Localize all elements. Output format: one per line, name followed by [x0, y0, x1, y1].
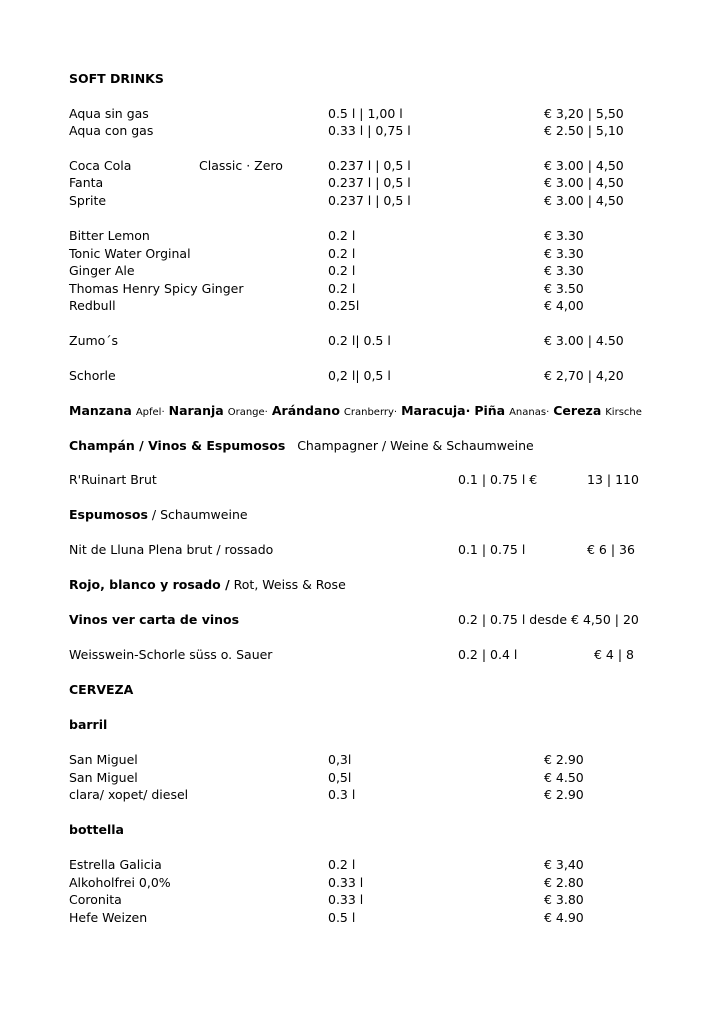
item-price: € 2.80: [544, 875, 584, 890]
item-size: 0,2 l| 0,5 l: [328, 368, 391, 383]
item-price: € 6 | 36: [587, 542, 635, 557]
flavor-es: Manzana: [69, 403, 132, 418]
menu-row: [69, 245, 709, 263]
section-subtitle: Champagner / Weine & Schaumweine: [297, 438, 534, 453]
item-name: Bitter Lemon: [69, 228, 150, 243]
item-name: Hefe Weizen: [69, 910, 148, 925]
item-size: 0,3l: [328, 752, 352, 767]
item-price: € 2.50 | 5,10: [544, 123, 624, 138]
item-name: Redbull: [69, 298, 116, 313]
flavor-de: Orange·: [227, 407, 268, 418]
item-size: 0.5 l | 1,00 l: [328, 106, 403, 121]
item-name: Thomas Henry Spicy Ginger: [69, 281, 244, 296]
item-price: € 2.90: [544, 787, 584, 802]
flavor-list: [69, 403, 642, 418]
menu-row: [69, 280, 709, 298]
flavor-es: Piña: [474, 403, 506, 418]
item-name: Tonic Water Orginal: [69, 246, 191, 261]
item-name: clara/ xopet/ diesel: [69, 787, 189, 802]
item-size: 0.2 l: [328, 228, 356, 243]
item-name: Nit de Lluna Plena brut / rossado: [69, 542, 274, 557]
flavor-de: Ananas·: [509, 407, 550, 418]
espumosos-heading: [69, 506, 709, 524]
item-size: 0.1 | 0.75 l: [458, 542, 526, 557]
menu-row: [69, 297, 709, 315]
item-price: € 3.30: [544, 228, 584, 243]
item-name: Aqua con gas: [69, 123, 154, 138]
menu-row: [69, 192, 709, 210]
item-price: € 3.00 | 4,50: [544, 193, 624, 208]
item-name: Schorle: [69, 368, 116, 383]
menu-row: [69, 332, 709, 350]
item-size: 0.237 l | 0,5 l: [328, 193, 411, 208]
item-name: Fanta: [69, 175, 104, 190]
item-size: 0.2 l: [328, 246, 356, 261]
menu-row: [69, 874, 709, 892]
item-name: San Miguel: [69, 752, 138, 767]
item-size: 0.237 l | 0,5 l: [328, 158, 411, 173]
item-size: 0.1 | 0.75 l €: [458, 472, 538, 487]
item-variant: Classic · Zero: [199, 158, 283, 173]
item-name: Vinos ver carta de vinos: [69, 612, 240, 627]
menu-row: [69, 471, 709, 489]
item-price: € 2,70 | 4,20: [544, 368, 624, 383]
section-subtitle: Rot, Weiss & Rose: [229, 577, 346, 592]
rojo-heading: [69, 576, 709, 594]
section-subtitle: / Schaumweine: [147, 507, 248, 522]
menu-row: [69, 856, 709, 874]
section-title: Espumosos: [69, 507, 148, 522]
item-name: Estrella Galicia: [69, 857, 162, 872]
item-price: € 4.90: [544, 910, 584, 925]
schorle-flavors: [69, 402, 709, 420]
item-name: Sprite: [69, 193, 107, 208]
flavor-es: Arándano: [271, 403, 340, 418]
item-size: 0.25l: [328, 298, 360, 313]
menu-row: [69, 891, 709, 909]
item-size: 0.2 | 0.4 l: [458, 647, 518, 662]
item-name: Ginger Ale: [69, 263, 135, 278]
menu-row: [69, 157, 709, 175]
item-price: 13 | 110: [587, 472, 639, 487]
flavor-es: Maracuja·: [401, 403, 471, 418]
menu-row: [69, 611, 709, 629]
menu-row: [69, 105, 709, 123]
menu-row: [69, 262, 709, 280]
section-title: Champán / Vinos & Espumosos: [69, 438, 286, 453]
flavor-de: Cranberry·: [343, 407, 398, 418]
menu-row: [69, 541, 709, 559]
cerveza-heading: CERVEZA: [69, 682, 134, 697]
item-name: San Miguel: [69, 770, 138, 785]
item-price: € 2.90: [544, 752, 584, 767]
item-name: Weisswein-Schorle süss o. Sauer: [69, 647, 273, 662]
item-name: R'Ruinart Brut: [69, 472, 157, 487]
flavor-es: Cereza: [553, 403, 602, 418]
item-price: € 3,20 | 5,50: [544, 106, 624, 121]
item-size: 0.3 l: [328, 787, 356, 802]
item-name: Aqua sin gas: [69, 106, 149, 121]
item-size: 0.2 | 0.75 l desde € 4,50 | 20: [458, 612, 639, 627]
item-size: 0.237 l | 0,5 l: [328, 175, 411, 190]
item-name: Coca Cola: [69, 158, 132, 173]
item-price: € 3.00 | 4,50: [544, 175, 624, 190]
section-title: Rojo, blanco y rosado /: [69, 577, 230, 592]
menu-row: [69, 751, 709, 769]
menu-row: [69, 646, 709, 664]
item-price: € 3.50: [544, 281, 584, 296]
item-price: € 3.00 | 4.50: [544, 333, 624, 348]
item-size: 0.33 l | 0,75 l: [328, 123, 411, 138]
item-name: Coronita: [69, 892, 122, 907]
menu-row: [69, 769, 709, 787]
menu-row: [69, 909, 709, 927]
item-price: € 3.30: [544, 263, 584, 278]
item-size: 0.2 l: [328, 857, 356, 872]
item-price: € 3.80: [544, 892, 584, 907]
menu-row: [69, 174, 709, 192]
item-price: € 3,40: [544, 857, 584, 872]
flavor-de: Kirsche: [605, 407, 642, 418]
item-size: 0.2 l| 0.5 l: [328, 333, 391, 348]
bottella-heading: bottella: [69, 822, 124, 837]
flavor-es: Naranja: [168, 403, 224, 418]
menu-row: [69, 367, 709, 385]
menu-row: [69, 227, 709, 245]
item-price: € 3.00 | 4,50: [544, 158, 624, 173]
item-price: € 4.50: [544, 770, 584, 785]
item-price: € 4,00: [544, 298, 584, 313]
item-size: 0.5 l: [328, 910, 356, 925]
item-size: 0.33 l: [328, 875, 364, 890]
soft-drinks-heading: SOFT DRINKS: [69, 71, 164, 86]
item-size: 0,5l: [328, 770, 352, 785]
item-price: € 4 | 8: [594, 647, 634, 662]
item-size: 0.2 l: [328, 281, 356, 296]
menu-row: [69, 122, 709, 140]
item-price: € 3.30: [544, 246, 584, 261]
menu-row: [69, 786, 709, 804]
item-name: Alkoholfrei 0,0%: [69, 875, 171, 890]
barril-heading: barril: [69, 717, 108, 732]
item-name: Zumo´s: [69, 333, 119, 348]
champagne-heading: [69, 437, 709, 455]
item-size: 0.2 l: [328, 263, 356, 278]
item-size: 0.33 l: [328, 892, 364, 907]
flavor-de: Apfel·: [135, 407, 165, 418]
